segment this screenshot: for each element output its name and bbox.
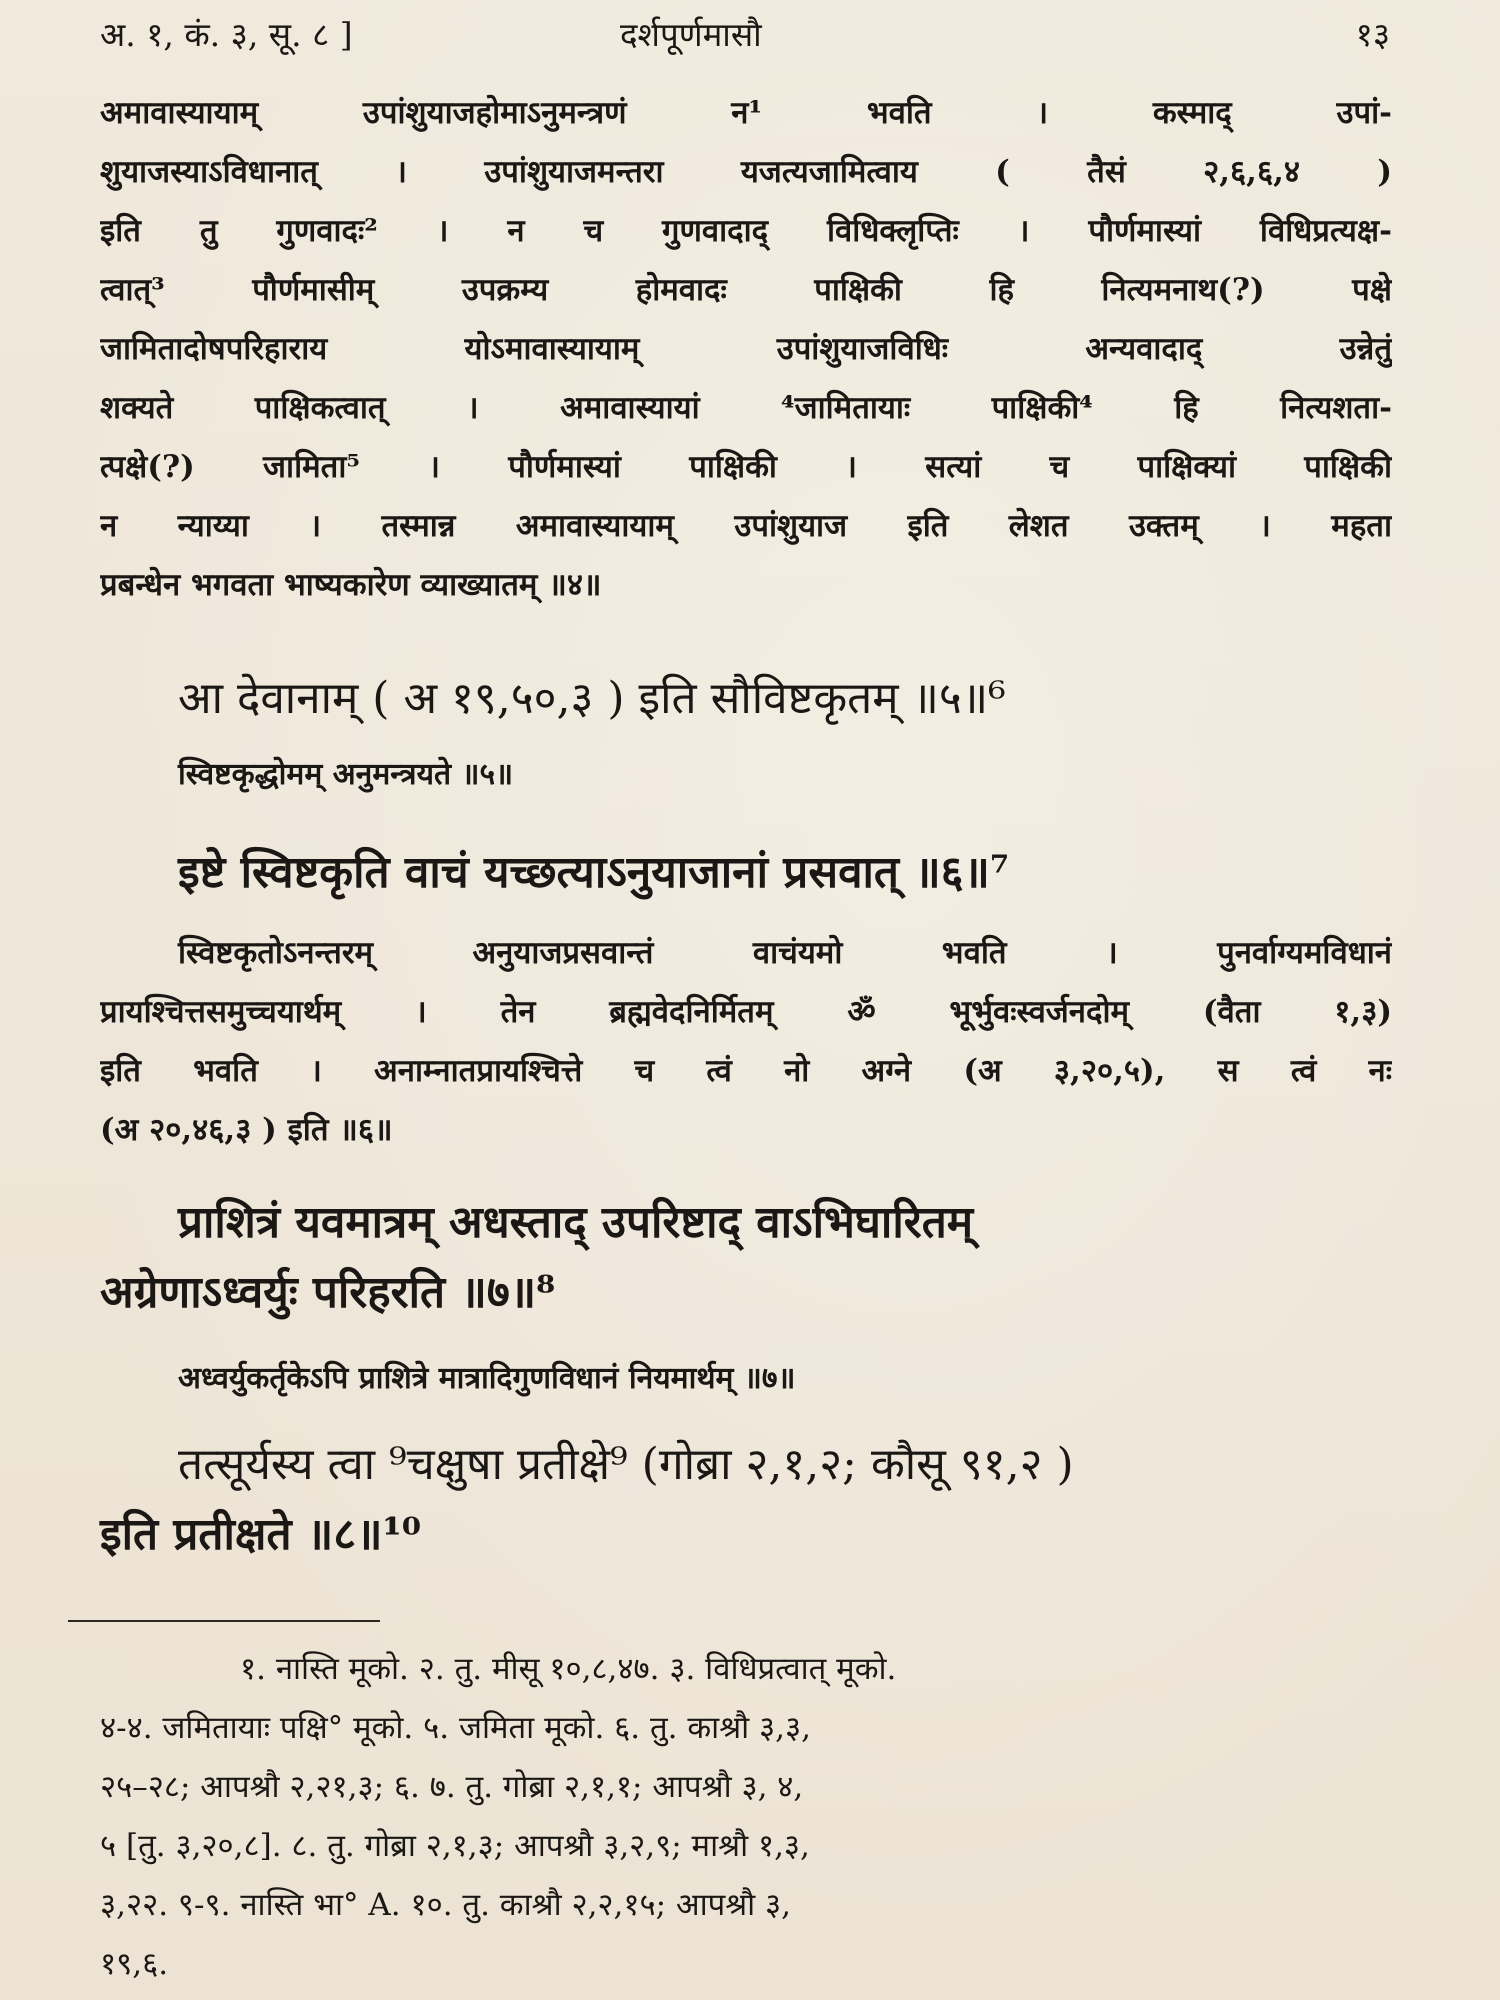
section-reference: अ. १, कं. ३, सू. ८ ] [100,15,353,54]
sutra-text: आ देवानाम् ( अ १९,५०,३ ) इति सौविष्टकृतम् ॥५॥⁶ [178,673,1006,724]
commentary-line: त्पक्षे(?) जामिता⁵ । पौर्णमास्यां पाक्षिकी । सत्यां च पाक्षिक्यां पाक्षिकी [100,449,1392,485]
commentary-line: इति तु गुणवादः² । न च गुणवादाद् विधिक्लृप्तिः । पौर्णमास्यां विधिप्रत्यक्ष- [100,213,1392,249]
footnote-line: ५ [तु. ३,२०,८]. ८. तु. गोब्रा २,१,३; आपश्रौ ३,२,९; माश्रौ १,३, [100,1828,810,1864]
chapter-title: दर्शपूर्णमासौ [620,15,762,54]
sutra-line: अग्रेणाऽध्वर्युः परिहरति ॥७॥⁸ [100,1267,556,1318]
sutra-line: इति प्रतीक्षते ॥८॥¹⁰ [100,1509,421,1560]
commentary-line: इति भवति । अनाम्नातप्रायश्चित्ते च त्वं नो अग्ने (अ ३,२०,५), स त्वं नः [100,1053,1392,1089]
commentary-4 [100,84,1392,615]
sutra-7 [100,1188,1392,1328]
commentary-6 [100,924,1392,1160]
commentary-line: स्विष्टकृतोऽनन्तरम् अनुयाजप्रसवान्तं वाचंयमो भवति । पुनर्वाग्यमविधानं [178,935,1392,971]
commentary-line: त्वात्³ पौर्णमासीम् उपक्रम्य होमवादः पाक्षिकी हि नित्यमनाथ(?) पक्षे [100,272,1392,308]
commentary-line: न न्याय्या । तस्मान्न अमावास्यायाम् उपांशुयाज इति लेशत उक्तम् । महता [100,508,1392,544]
footnotes [100,1640,1392,1994]
commentary-7: अध्वर्युकर्तृकेऽपि प्राशित्रे मात्रादिगुणविधानं नियमार्थम् ॥७॥ [178,1361,796,1396]
sutra-line: तत्सूर्यस्य त्वा ⁹चक्षुषा प्रतीक्षे⁹ (गोब्रा २,१,२; कौसू ९१,२ ) [178,1439,1074,1490]
running-header [100,12,1390,58]
footnote-line: १९,६. [100,1946,169,1982]
footnote-line: ४-४. जमितायाः पक्षि° मूको. ५. जमिता मूको. ६. तु. काश्रौ ३,३, [100,1710,811,1746]
sutra-line: प्राशित्रं यवमात्रम् अधस्ताद् उपरिष्टाद् वाऽभिघारितम् [178,1197,974,1248]
sutra-5 [178,664,1392,734]
commentary-line: प्रायश्चित्तसमुच्चयार्थम् । तेन ब्रह्मवेदनिर्मितम् ॐ भूर्भुवःस्वर्जनदोम् (वैता १,३) [100,994,1392,1030]
sutra-text: इष्टे स्विष्टकृति वाचं यच्छत्याऽनुयाजानां प्रसवात् ॥६॥⁷ [178,847,1010,898]
sutra-6 [178,838,1392,908]
footnote-line: ३,२२. ९-९. नास्ति भा° A. १०. तु. काश्रौ २,२,१५; आपश्रौ ३, [100,1887,792,1923]
commentary-line: (अ २०,४६,३ ) इति ॥६॥ [100,1112,393,1148]
commentary-5: स्विष्टकृद्धोमम् अनुमन्त्रयते ॥५॥ [178,757,514,792]
footnote-separator [68,1620,380,1622]
commentary-line: प्रबन्धेन भगवता भाष्यकारेण व्याख्यातम् ॥४॥ [100,567,602,603]
page-number: १३ [1355,15,1390,54]
footnote-line: २५–२८; आपश्रौ २,२१,३; ६. ७. तु. गोब्रा २,१,१; आपश्रौ ३, ४, [100,1769,804,1805]
commentary-line: अमावास्यायाम् उपांशुयाजहोमाऽनुमन्त्रणं न¹ भवति । कस्माद् उपां- [100,95,1392,131]
sutra-8 [100,1430,1392,1570]
commentary-line: शक्यते पाक्षिकत्वात् । अमावास्यायां ⁴जामितायाः पाक्षिकी⁴ हि नित्यशता- [100,390,1392,426]
footnote-line: १. नास्ति मूको. २. तु. मीसू १०,८,४७. ३. विधिप्रत्वात् मूको. [240,1651,897,1687]
commentary-line: जामितादोषपरिहाराय योऽमावास्यायाम् उपांशुयाजविधिः अन्यवादाद् उन्नेतुं [100,331,1392,367]
commentary-line: शुयाजस्याऽविधानात् । उपांशुयाजमन्तरा यजत्यजामित्वाय ( तैसं २,६,६,४ ) [100,154,1392,190]
